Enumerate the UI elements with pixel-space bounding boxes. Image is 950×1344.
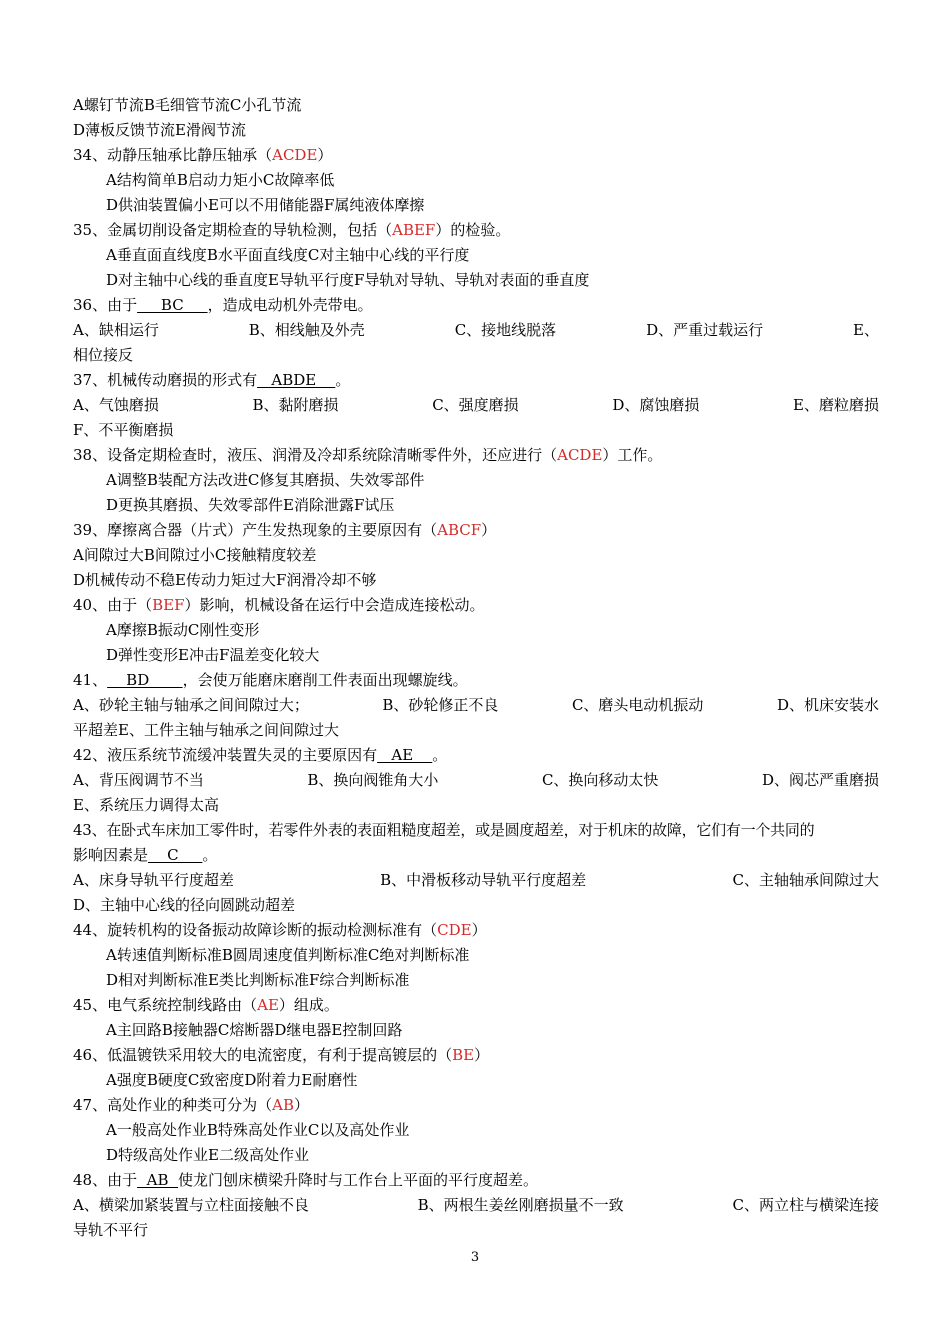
option-text: F润滑冷却不够 (275, 571, 377, 589)
option-text: E传动力矩过大 (175, 571, 276, 589)
answer-text: BE (452, 1046, 475, 1064)
answer-blank: BD (107, 671, 183, 689)
question-number: 46、 (73, 1046, 108, 1064)
option-text: D、腐蚀磨损 (612, 396, 700, 414)
question-text: 41、 (73, 671, 108, 689)
question-number: 45、 (73, 996, 108, 1014)
option-text: B振动 (146, 621, 188, 639)
question-text-end: ） (317, 146, 333, 164)
option-text: C致密度 (187, 1071, 245, 1089)
question-35-options-row-2 (106, 268, 879, 293)
question-text-end: 。 (432, 746, 448, 764)
question-text-end: 使龙门刨床横梁升降时与工作台上平面的平行度超差。 (178, 1171, 539, 1189)
option-text: B装配方法改进 (146, 471, 248, 489)
question-number: 34、 (73, 146, 108, 164)
question-34 (73, 143, 879, 168)
question-number: 39、 (73, 521, 108, 539)
option-text: 相位接反 (73, 346, 134, 364)
question-43 (73, 818, 879, 843)
answer-text: ABEF (392, 221, 436, 239)
question-41-options (73, 693, 879, 718)
question-text-end: 。 (202, 846, 218, 864)
option-text: B、中滑板移动导轨平行度超差 (380, 871, 587, 889)
option-text: C熔断器 (217, 1021, 275, 1039)
option-text: D、主轴中心线的径向圆跳动超差 (73, 896, 296, 914)
option-text: D继电器 (274, 1021, 332, 1039)
question-39-options-row-1 (73, 543, 879, 568)
answer-text: CDE (437, 921, 472, 939)
question-text: 低温镀铁采用较大的电流密度，有利于提高镀层的（ (107, 1046, 453, 1064)
question-39 (73, 518, 879, 543)
option-text: B接触器 (161, 1021, 218, 1039)
option-text: D附着力 (244, 1071, 302, 1089)
question-text-end: ，会使万能磨床磨削工件表面出现螺旋线。 (182, 671, 468, 689)
question-46-options (106, 1068, 879, 1093)
question-43-continued (73, 843, 879, 868)
question-text: 42、液压系统节流缓冲装置失灵的主要原因有 (73, 746, 378, 764)
option-text: A、背压阀调节不当 (73, 771, 204, 789)
question-36 (73, 293, 879, 318)
option-text: A、砂轮主轴与轴承之间间隙过大； (73, 696, 309, 714)
question-text: 36、由于 (73, 296, 138, 314)
question-number: 44、 (73, 921, 108, 939)
option-text: D对主轴中心线的垂直度 (106, 271, 269, 289)
question-34-options-row-1 (106, 168, 879, 193)
question-text-end: ） (293, 1096, 309, 1114)
option-text: C故障率低 (262, 171, 335, 189)
question-37-options-continued (73, 418, 879, 443)
option-text: B间隙过小 (143, 546, 215, 564)
page-number: 3 (470, 1250, 480, 1265)
option-text: E冲击 (178, 646, 219, 664)
question-47 (73, 1093, 879, 1118)
answer-blank: ABDE (257, 371, 336, 389)
option-text: E控制回路 (331, 1021, 403, 1039)
option-text: D、严重过载运行 (646, 321, 764, 339)
option-text: C、换向移动太快 (541, 771, 659, 789)
option-text: D、阀芯严重磨损 (761, 771, 879, 789)
question-text-end: 。 (335, 371, 351, 389)
question-40-options-row-2 (106, 643, 879, 668)
option-text: D相对判断标准 (106, 971, 209, 989)
question-40-options-row-1 (106, 618, 879, 643)
option-text: B圆周速度值判断标准 (221, 946, 368, 964)
option-text: B、两根生姜丝刚磨损量不一致 (417, 1196, 624, 1214)
option-text: E二级高处作业 (208, 1146, 309, 1164)
option-text: E可以不用储能器 (208, 196, 324, 214)
question-38-options-row-1 (106, 468, 879, 493)
question-41 (73, 668, 879, 693)
question-text-end: ） (471, 921, 487, 939)
question-42 (73, 743, 879, 768)
question-42-options (73, 768, 879, 793)
question-43-options (73, 868, 879, 893)
question-text: 高处作业的种类可分为（ (107, 1096, 273, 1114)
option-text: E导轨平行度 (268, 271, 354, 289)
question-number: 38、 (73, 446, 108, 464)
option-text: C小孔节流 (229, 96, 302, 114)
option-text: E、工件主轴与轴承之间间隙过大 (118, 721, 339, 739)
question-number: 47、 (73, 1096, 108, 1114)
option-text: B启动力矩小 (176, 171, 263, 189)
question-text: 摩擦离合器（片式）产生发热现象的主要原因有（ (107, 521, 438, 539)
option-text: A、气蚀磨损 (73, 396, 159, 414)
question-text-end: ）工作。 (602, 446, 663, 464)
option-text: C以及高处作业 (307, 1121, 410, 1139)
question-number: 40、 (73, 596, 108, 614)
question-35-options-row-1 (106, 243, 879, 268)
option-text: D更换其磨损、失效零部件 (106, 496, 284, 514)
question-text: 由于（ (107, 596, 153, 614)
option-text: E类比判断标准 (208, 971, 309, 989)
option-text: F导轨对导轨、导轨对表面的垂直度 (353, 271, 590, 289)
answer-text: ACDE (557, 446, 603, 464)
question-text-end: ） (474, 1046, 490, 1064)
question-33-options-row-2 (73, 118, 879, 143)
question-text: 金属切削设备定期检查的导轨检测，包括（ (107, 221, 393, 239)
question-38-options-row-2 (106, 493, 879, 518)
option-text: B、相线触及外壳 (248, 321, 365, 339)
option-text: C修复其磨损、失效零部件 (247, 471, 425, 489)
option-text: C绝对判断标准 (367, 946, 470, 964)
option-text: D供油装置偏小 (106, 196, 209, 214)
answer-blank: C (148, 846, 203, 864)
question-47-options-row-1 (106, 1118, 879, 1143)
question-36-options (73, 318, 879, 343)
question-48-options-continued (73, 1218, 879, 1243)
question-39-options-row-2 (73, 568, 879, 593)
question-text: 旋转机构的设备振动故障诊断的振动检测标准有（ (107, 921, 438, 939)
option-text: B水平面直线度 (206, 246, 308, 264)
option-text: A转速值判断标准 (106, 946, 222, 964)
question-41-options-continued (73, 718, 879, 743)
question-text: 动静压轴承比静压轴承（ (107, 146, 273, 164)
question-45-options (106, 1018, 879, 1043)
option-text: B、砂轮修正不良 (382, 696, 499, 714)
option-text: B硬度 (146, 1071, 188, 1089)
option-text: D特级高处作业 (106, 1146, 209, 1164)
question-35 (73, 218, 879, 243)
question-48 (73, 1168, 879, 1193)
answer-text: ACDE (272, 146, 318, 164)
option-text: A螺钉节流 (73, 96, 144, 114)
option-text: B、黏附磨损 (252, 396, 339, 414)
option-text: A摩擦 (106, 621, 147, 639)
option-text: A、横梁加紧装置与立柱面接触不良 (73, 1196, 309, 1214)
answer-text: AB (272, 1096, 294, 1114)
option-text: A一般高处作业 (106, 1121, 207, 1139)
option-text: A间隙过大 (73, 546, 144, 564)
answer-blank: AB (137, 1171, 179, 1189)
question-text: 电气系统控制线路由（ (107, 996, 258, 1014)
question-47-options-row-2 (106, 1143, 879, 1168)
option-text: C、磨头电动机振动 (571, 696, 704, 714)
option-text: C接触精度较差 (214, 546, 317, 564)
question-number: 35、 (73, 221, 108, 239)
option-text: F、不平衡磨损 (73, 421, 174, 439)
question-text: 48、由于 (73, 1171, 138, 1189)
option-text: C、两立柱与横梁连接 (732, 1196, 879, 1214)
question-40 (73, 593, 879, 618)
question-43-options-continued (73, 893, 879, 918)
option-text: D机械传动不稳 (73, 571, 176, 589)
question-33-options-row-1 (73, 93, 879, 118)
option-text: E、系统压力调得太高 (73, 796, 219, 814)
question-46 (73, 1043, 879, 1068)
option-text: A调整 (106, 471, 147, 489)
answer-text: ABCF (437, 521, 482, 539)
question-48-options (73, 1193, 879, 1218)
question-text-end: ） (481, 521, 497, 539)
answer-blank: BC (137, 296, 208, 314)
option-text: D弹性变形 (106, 646, 179, 664)
option-text: A垂直面直线度 (106, 246, 207, 264)
question-text: 设备定期检查时，液压、润滑及冷却系统除清晰零件外，还应进行（ (107, 446, 558, 464)
option-text: E耐磨性 (301, 1071, 358, 1089)
option-text: A结构简单 (106, 171, 177, 189)
option-text: A、缺相运行 (73, 321, 159, 339)
option-text: F属纯液体摩擦 (323, 196, 425, 214)
option-text: F试压 (353, 496, 395, 514)
question-37 (73, 368, 879, 393)
question-text-end: ，造成电动机外壳带电。 (207, 296, 373, 314)
option-text: C、主轴轴承间隙过大 (732, 871, 879, 889)
option-text: E消除泄露 (283, 496, 354, 514)
answer-text: BEF (152, 596, 185, 614)
question-36-options-continued (73, 343, 879, 368)
answer-blank: AE (377, 746, 433, 764)
question-45 (73, 993, 879, 1018)
question-37-options (73, 393, 879, 418)
option-text: E、磨粒磨损 (793, 396, 879, 414)
question-text-end: ）的检验。 (435, 221, 511, 239)
option-text: 平超差 (73, 721, 119, 739)
answer-text: AE (257, 996, 279, 1014)
option-text: C、强度磨损 (432, 396, 519, 414)
question-text-end: ）组成。 (278, 996, 339, 1014)
question-34-options-row-2 (106, 193, 879, 218)
question-42-options-continued (73, 793, 879, 818)
option-text: E滑阀节流 (175, 121, 246, 139)
option-text: A主回路 (106, 1021, 162, 1039)
option-text: A强度 (106, 1071, 147, 1089)
question-text: 37、机械传动磨损的形式有 (73, 371, 258, 389)
option-text: A、床身导轨平行度超差 (73, 871, 234, 889)
question-44-options-row-2 (106, 968, 879, 993)
question-38 (73, 443, 879, 468)
question-text: 影响因素是 (73, 846, 149, 864)
question-44-options-row-1 (106, 943, 879, 968)
option-text: B毛细管节流 (143, 96, 230, 114)
option-text: E、 (853, 321, 879, 339)
question-text: 43、在卧式车床加工零件时，若零件外表的表面粗糙度超差，或是圆度超差，对于机床的故障，它们有一个共同的 (73, 821, 815, 839)
option-text: F温差变化较大 (218, 646, 320, 664)
question-text-end: ）影响，机械设备在运行中会造成连接松动。 (184, 596, 485, 614)
option-text: D、机床安装水 (776, 696, 879, 714)
option-text: 导轨不平行 (73, 1221, 149, 1239)
option-text: B特殊高处作业 (206, 1121, 308, 1139)
option-text: C刚性变形 (187, 621, 260, 639)
option-text: F综合判断标准 (308, 971, 410, 989)
option-text: D薄板反馈节流 (73, 121, 176, 139)
option-text: C、接地线脱落 (454, 321, 557, 339)
option-text: B、换向阀锥角大小 (307, 771, 439, 789)
question-44 (73, 918, 879, 943)
option-text: C对主轴中心线的平行度 (307, 246, 470, 264)
